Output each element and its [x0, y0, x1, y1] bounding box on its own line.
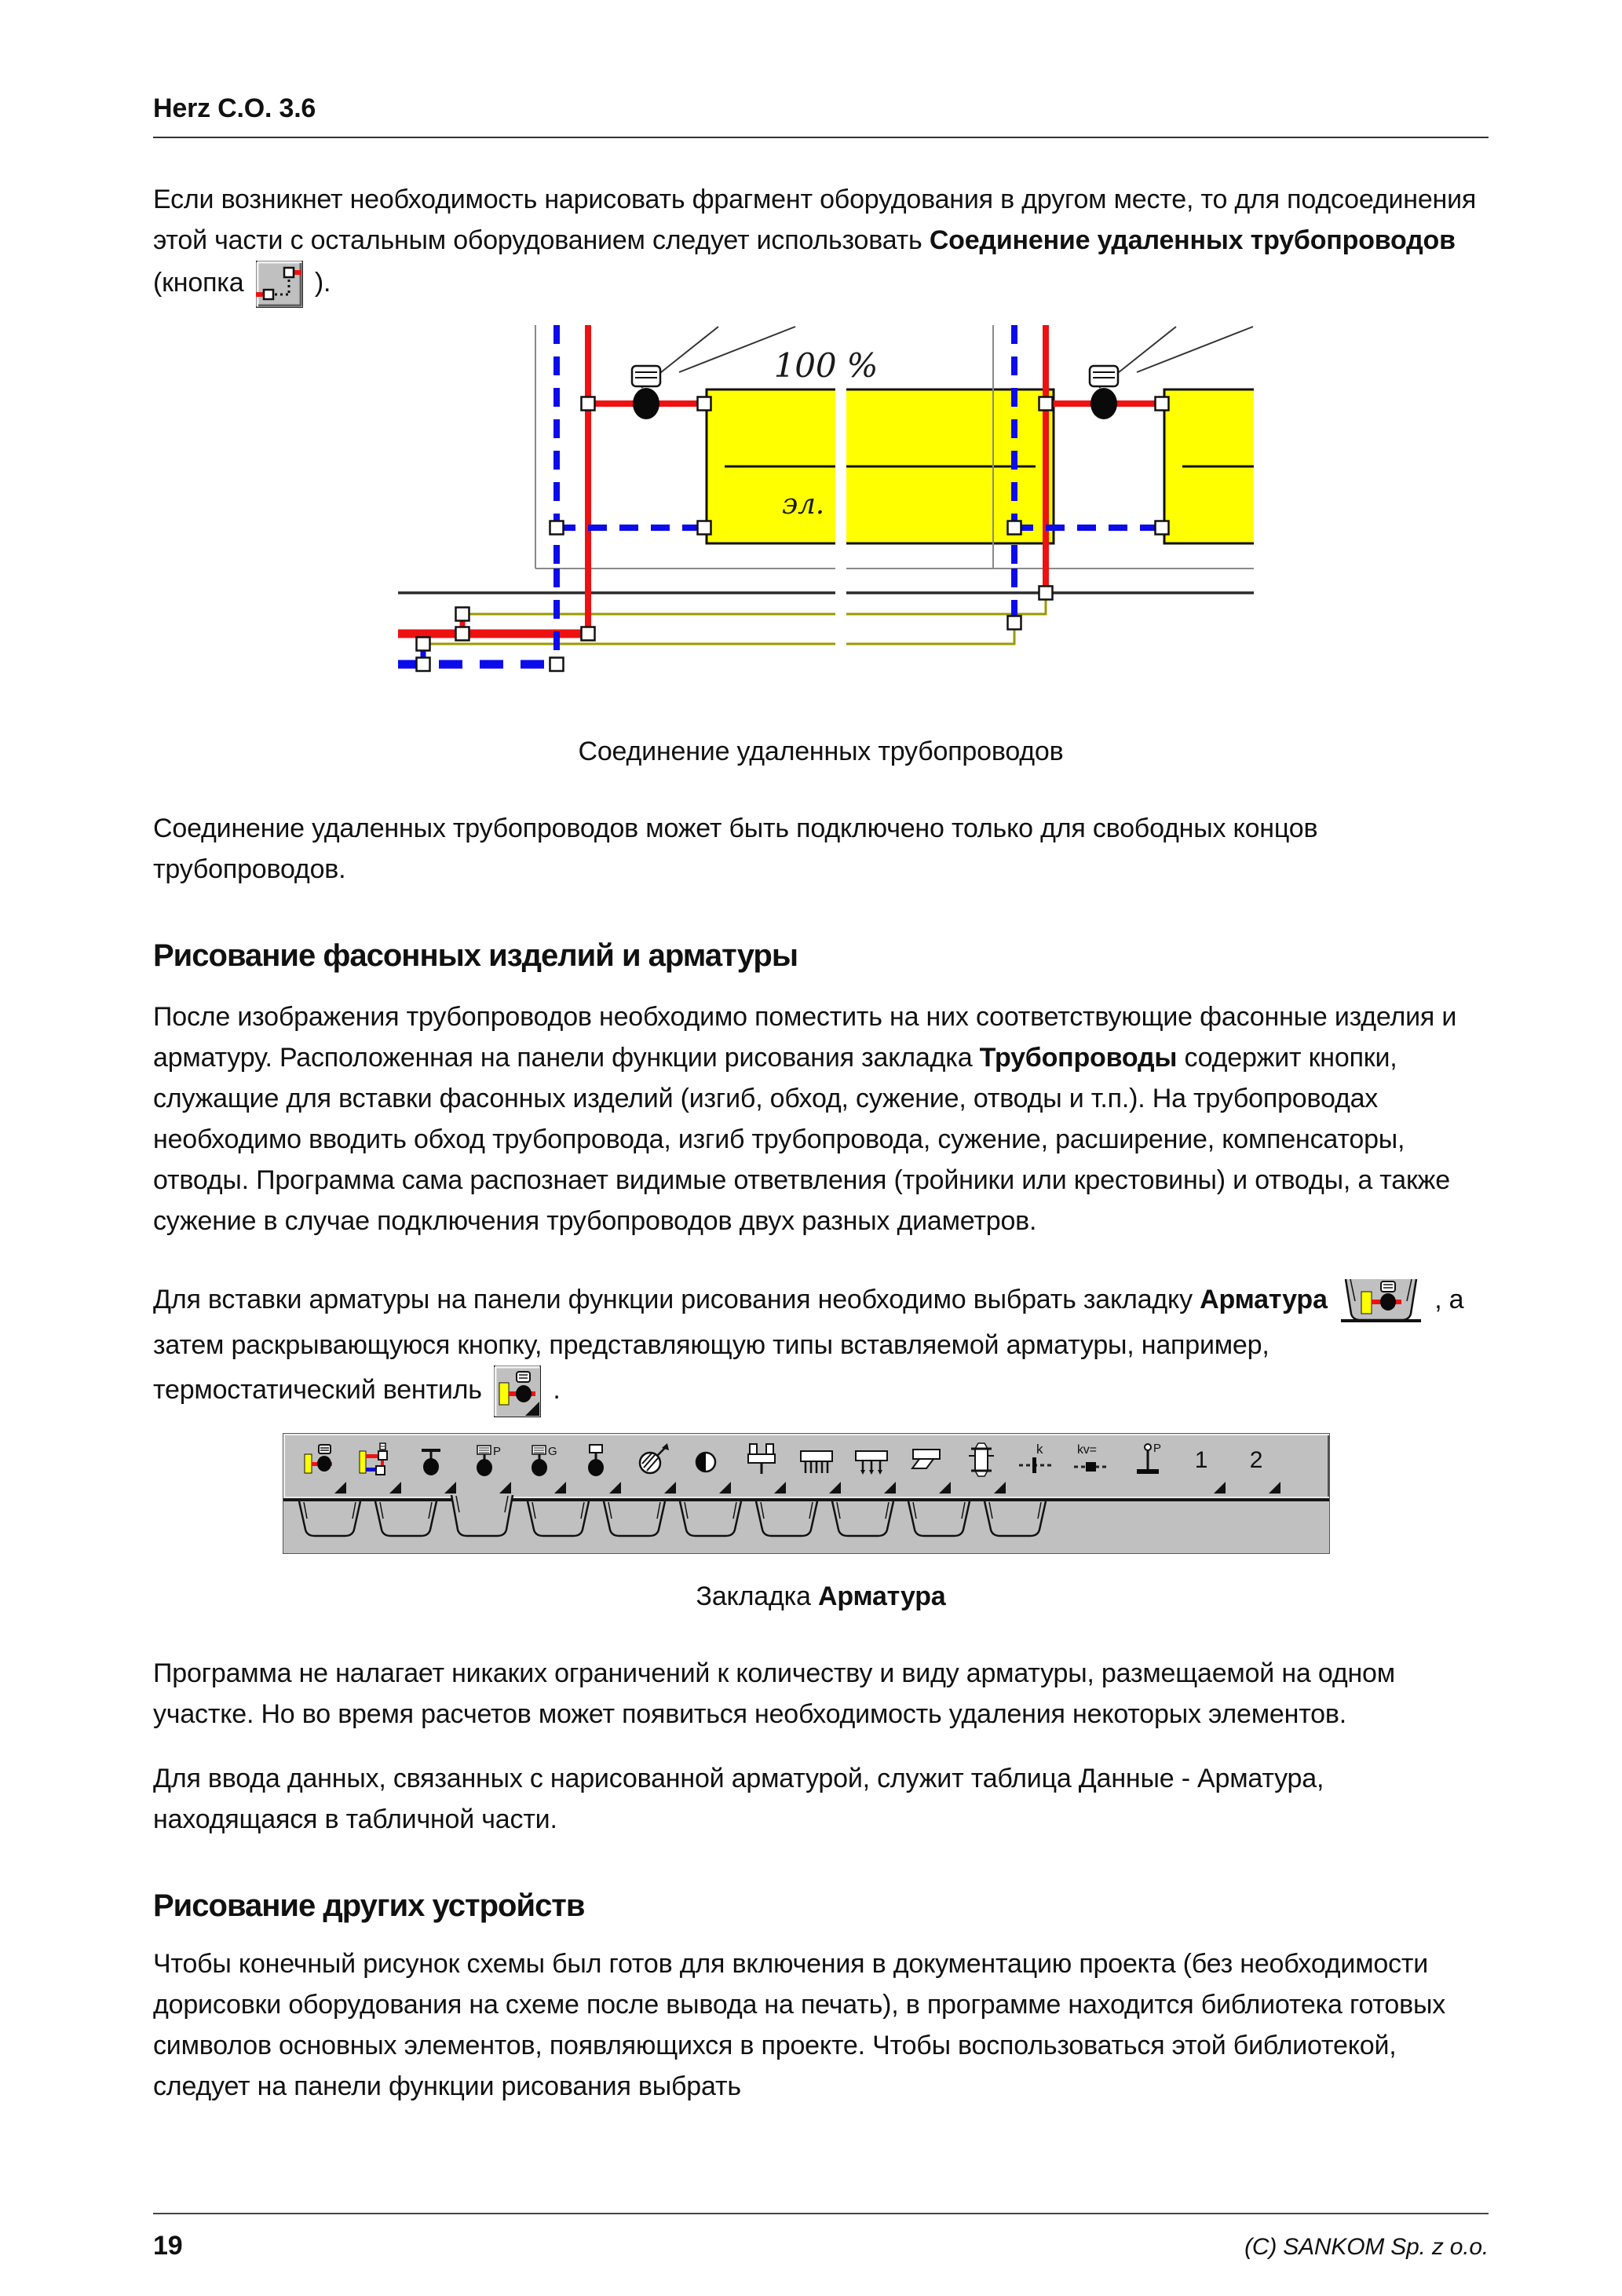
copyright: (C) SANKOM Sp. z o.o.: [1244, 2234, 1489, 2260]
toolbar-button-valve-p: [459, 1439, 514, 1495]
dropdown-triangle-icon: [719, 1482, 731, 1493]
dropdown-triangle-icon: [389, 1482, 401, 1493]
toolbar-tab-distributors: [902, 1501, 976, 1545]
valve-plain-icon: [578, 1442, 616, 1478]
svg-text:G: G: [548, 1445, 557, 1458]
paragraph-remote-connection: Если возникнет необходимость нарисовать фрагмент оборудования в другом месте, то для подсоединения этой части с остальным оборудованием следует использовать Соединение удаленных трубопроводов (кнопка ).: [153, 179, 1489, 308]
paragraph-library: Чтобы конечный рисунок схемы был готов для включения в документацию проекта (без необходимости дорисовки оборудования на схеме после вывода на печать), в программе находится библиотека готовых символов основных элементов, появляющихся в проекте. Чтобы воспользоваться этой библиотекой, следует на панели функции рисования выбрать: [153, 1949, 1446, 2101]
figure2-caption: Закладка Арматура: [696, 1581, 946, 1611]
thermostatic-valve-button-icon: [494, 1366, 541, 1417]
toolbar-separator: [283, 1497, 1329, 1501]
figure1-caption: Соединение удаленных трубопроводов: [578, 737, 1064, 766]
valve-with-actuator-icon: [468, 1442, 506, 1478]
pipe-bypass-icon: [743, 1442, 780, 1478]
numeric-label-icon: [1237, 1442, 1275, 1478]
check-valve-icon: [688, 1442, 725, 1478]
toolbar-button-shutoff-valve: [404, 1439, 459, 1495]
radiator-valve-pair-icon: [358, 1442, 396, 1478]
armatura-tab-icon: [1339, 1278, 1423, 1325]
toolbar-button-pressure-point: [1119, 1439, 1174, 1495]
dropdown-triangle-icon: [1214, 1482, 1226, 1493]
numeric-label-icon: [1182, 1442, 1220, 1478]
dropdown-triangle-icon: [939, 1482, 951, 1493]
k-coefficient-icon: [1017, 1442, 1055, 1478]
svg-text:P: P: [493, 1445, 501, 1458]
section-title-fittings: Рисование фасонных изделий и арматуры: [153, 938, 798, 973]
toolbar-button-check-valve: [679, 1439, 734, 1495]
dropdown-triangle-icon: [609, 1482, 621, 1493]
drain-funnel-icon: [908, 1442, 945, 1478]
toolbar-button-radiator-valve-pair: [349, 1439, 404, 1495]
paragraph-data-table: Для ввода данных, связанных с нарисованной арматурой, служит таблица Данные - Арматура, находящаяся в табличной части.: [153, 1764, 1324, 1834]
svg-text:k: k: [1036, 1442, 1043, 1457]
paragraph-free-ends: Соединение удаленных трубопроводов может быть подключено только для свободных концов трубопроводов.: [153, 813, 1318, 884]
paragraph-no-limits: Программа не налагает никаких ограничений к количеству и виду арматуры, размещаемой на одном участке. Но во время расчетов может появиться необходимость удаления некоторых элементов.: [153, 1658, 1395, 1729]
radiator-type-label: эл.: [782, 488, 824, 521]
toolbar-tab-fittings: [445, 1495, 519, 1545]
header-rule: [153, 137, 1489, 138]
toolbar-tab-strip: [283, 1501, 1329, 1553]
heat-exchanger-icon: [963, 1442, 1000, 1478]
armatura-toolbar-figure: [283, 1433, 1330, 1554]
svg-text:kv=: kv=: [1077, 1443, 1097, 1457]
toolbar-button-valve-g: [514, 1439, 569, 1495]
toolbar-button-pump: [624, 1439, 679, 1495]
paragraph-fittings: После изображения трубопроводов необходимо поместить на них соответствующие фасонные изделия и арматуру. Расположенная на панели функции рисования закладка Трубопроводы содержит кнопки, служащие для вставки фасонных изделий (изгиб, обход, сужение, отводы и т.п.). На трубопроводах необходимо вводить обход трубопровода, изгиб трубопровода, сужение, расширение, компенсаторы, отводы. Программа сама распознает видимые ответвления (тройники или крестовины) и отводы, а также сужение в случае подключения трубопроводов двух разных диаметров.: [153, 1002, 1457, 1236]
toolbar-button-kv-setting: [1064, 1439, 1119, 1495]
pipe-diagram-figure: [367, 325, 1489, 706]
thermostatic-valve-icon: [303, 1442, 341, 1478]
toolbar-button-manifold-outlets: [844, 1439, 899, 1495]
dropdown-triangle-icon: [334, 1482, 346, 1493]
section-title-other: Рисование других устройств: [153, 1888, 585, 1923]
paragraph-armatura: Для вставки арматуры на панели функции рисования необходимо выбрать закладку Арматура , а затем раскрывающуюся кнопку, представляющую типы вставляемой арматуры, например, термостатический вентиль .: [153, 1278, 1489, 1417]
manifold-icon: [798, 1442, 835, 1478]
pump-icon: [633, 1442, 670, 1478]
radiator-percent-label: 100 %: [773, 346, 879, 385]
dropdown-triangle-icon: [554, 1482, 566, 1493]
valve-with-actuator-icon: [523, 1442, 561, 1478]
page-number: 19: [153, 2231, 183, 2261]
dropdown-triangle-icon: [444, 1482, 456, 1493]
footer-rule: [153, 2213, 1489, 2214]
svg-text:1: 1: [1194, 1447, 1208, 1473]
pressure-point-icon: [1127, 1442, 1165, 1478]
toolbar-button-numeric-1: [1174, 1439, 1229, 1495]
toolbar-button-valve-plain: [569, 1439, 624, 1495]
dropdown-triangle-icon: [994, 1482, 1006, 1493]
dropdown-triangle-icon: [1269, 1482, 1280, 1493]
toolbar-tab-floor-plan: [978, 1501, 1052, 1545]
toolbar-buttons-row: [283, 1434, 1329, 1497]
toolbar-tab-pipes: [293, 1501, 367, 1545]
dropdown-triangle-icon: [884, 1482, 896, 1493]
toolbar-button-pipe-bypass: [734, 1439, 789, 1495]
toolbar-tab-other-equipment: [826, 1501, 900, 1545]
page-header: [153, 88, 1489, 138]
toolbar-tab-connections: [521, 1501, 595, 1545]
toolbar-button-numeric-2: [1229, 1439, 1284, 1495]
shutoff-valve-icon: [413, 1442, 451, 1478]
toolbar-button-thermostatic-valve: [294, 1439, 349, 1495]
toolbar-button-k-coefficient: [1009, 1439, 1064, 1495]
toolbar-button-heat-exchanger: [954, 1439, 1009, 1495]
dropdown-triangle-icon: [829, 1482, 841, 1493]
kv-setting-icon: [1072, 1442, 1110, 1478]
svg-text:P: P: [1153, 1442, 1161, 1455]
dropdown-triangle-icon: [664, 1482, 676, 1493]
remote-pipes-connection-icon: [256, 261, 303, 308]
toolbar-tab-columns: [597, 1501, 671, 1545]
dropdown-triangle-icon: [499, 1482, 511, 1493]
manifold-outlets-icon: [853, 1442, 890, 1478]
toolbar-button-manifold: [789, 1439, 844, 1495]
toolbar-tab-radiators: [369, 1501, 443, 1545]
pipe-schematic: [367, 325, 1254, 694]
dropdown-triangle-icon: [774, 1482, 786, 1493]
toolbar-button-drain-funnel: [899, 1439, 954, 1495]
toolbar-tab-descriptions: [750, 1501, 824, 1545]
page-footer: [153, 2213, 1489, 2268]
svg-text:2: 2: [1249, 1447, 1263, 1473]
toolbar-tab-devices: [674, 1501, 747, 1545]
remote-connection-line-supply: [462, 593, 1046, 614]
header-title: Herz C.O. 3.6: [153, 93, 316, 123]
